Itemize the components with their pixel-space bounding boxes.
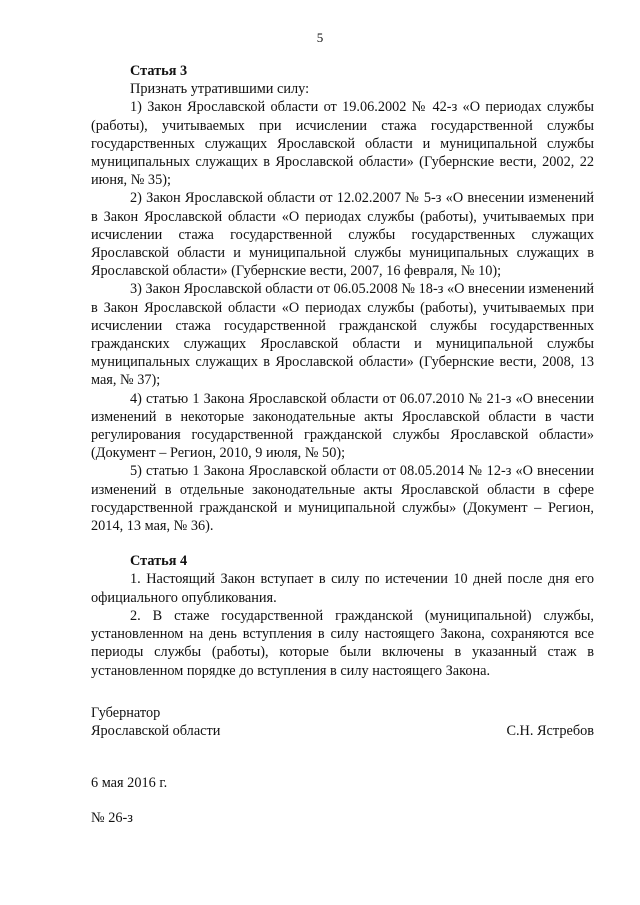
article-4-item-2: 2. В стаже государственной гражданской (муниципальной) службы, установленном на день вступления в силу настоящего Закона, сохраняются все периоды службы (работы), которые были включены в указанный стаж в установленном порядке до вступления в силу настоящего Закона. bbox=[91, 607, 594, 679]
article-3-item-5: 5) статью 1 Закона Ярославской области от 08.05.2014 № 12-з «О внесении изменений в отдельные законодательные акты Ярославской области в сфере государственной гражданской и муниципальной службы» (Документ – Регион, 2014, 13 мая, № 36). bbox=[91, 463, 594, 535]
signing-date: 6 мая 2016 г. bbox=[91, 775, 168, 791]
article-3-heading: Статья 3 bbox=[130, 63, 188, 79]
signatory-title-line-1: Губернатор bbox=[91, 705, 161, 721]
article-4-heading: Статья 4 bbox=[130, 553, 188, 570]
article-3-item-1: 1) Закон Ярославской области от 19.06.2002 № 42-з «О периодах службы (работы), учитываемых при исчислении стажа государственной службы государственных служащих Ярославской области и муниципальной службы муниципальных служащих в Ярославской области» (Губернские вести, 2002, 22 июня, № 35); bbox=[91, 99, 594, 189]
page-number: 5 bbox=[316, 30, 324, 45]
article-3-intro: Признать утратившими силу: bbox=[130, 81, 310, 98]
law-number: № 26-з bbox=[91, 810, 133, 826]
document-body bbox=[91, 62, 594, 680]
signatory-name: С.Н. Ястребов bbox=[506, 723, 594, 740]
signature-block bbox=[91, 704, 594, 740]
article-3-item-2: 2) Закон Ярославской области от 12.02.2007 № 5-з «О внесении изменений в Закон Ярославской области «О периодах службы (работы), учитываемых при исчислении стажа государственной службы государственных служащих Ярославской области и муниципальной службы муниципальных служащих в Ярославской области» (Губернские вести, 2007, 16 февраля, № 10); bbox=[91, 190, 594, 280]
article-4-item-1: 1. Настоящий Закон вступает в силу по истечении 10 дней после дня его официального опубликования. bbox=[91, 571, 594, 606]
article-3-item-3: 3) Закон Ярославской области от 06.05.2008 № 18-з «О внесении изменений в Закон Ярославской области «О периодах службы (работы), учитываемых при исчислении стажа государственной гражданской службы государственных гражданских служащих Ярославской области и муниципальной службы муниципальных служащих в Ярославской области» (Губернские вести, 2008, 13 мая, № 37); bbox=[91, 281, 594, 389]
signatory-title-line-2: Ярославской области bbox=[91, 723, 221, 740]
article-3-item-4: 4) статью 1 Закона Ярославской области от 06.07.2010 № 21-з «О внесении изменений в некоторые законодательные акты Ярославской области в части регулирования государственной гражданской службы Ярославской области» (Документ – Регион, 2010, 9 июля, № 50); bbox=[91, 390, 594, 462]
section-spacer bbox=[91, 535, 594, 552]
